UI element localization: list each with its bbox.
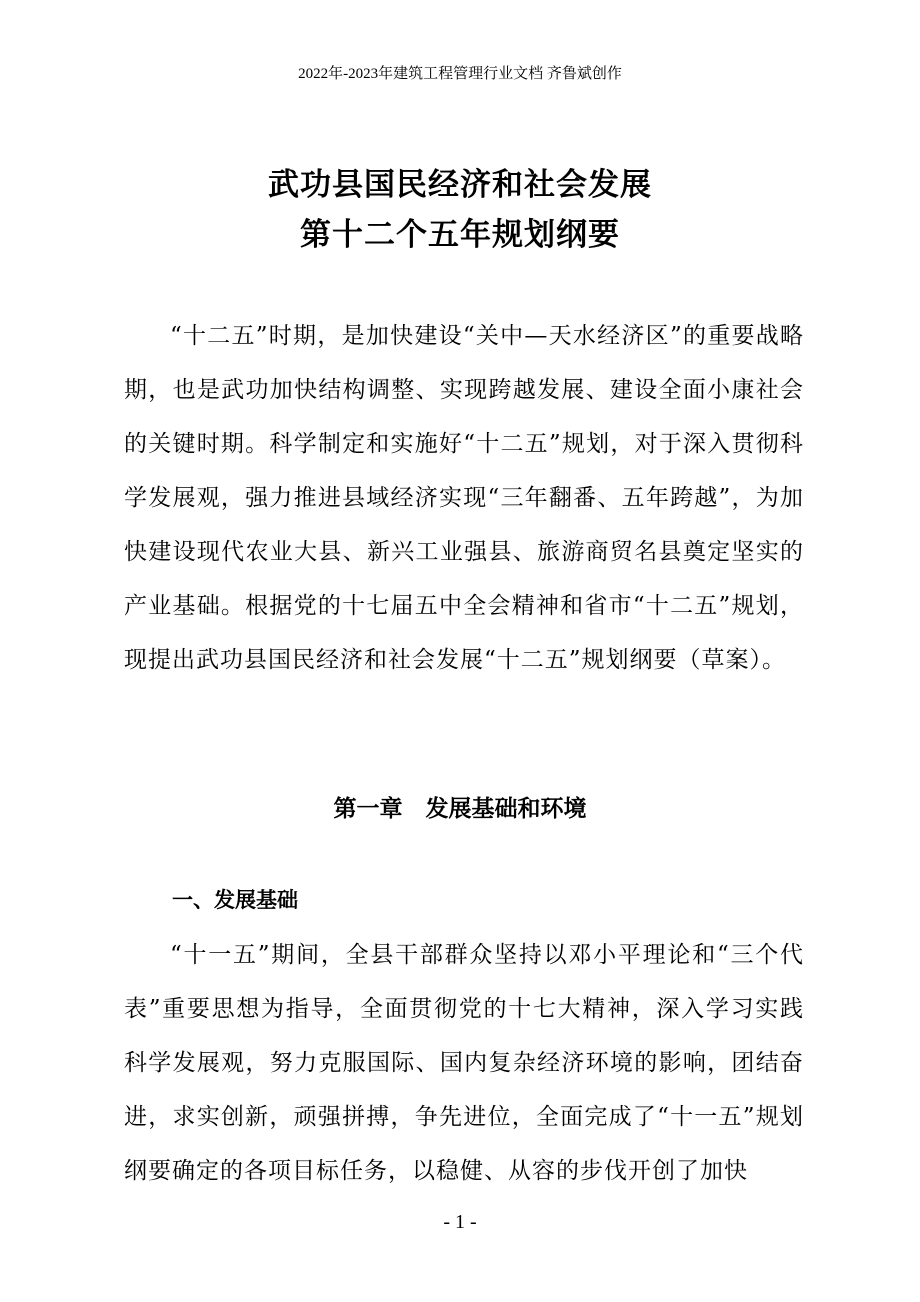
page-header: 2022年-2023年建筑工程管理行业文档 齐鲁斌创作	[298, 66, 622, 82]
intro-paragraph: “十二五”时期，是加快建设“关中—天水经济区”的重要战略期，也是武功加快结构调整、实现跨越发展、建设全面小康社会的关键时期。科学制定和实施好“十二五”规划，对于深入贯彻科学发展观，强力推进县域经济实现“三年翻番、五年跨越”，为加快建设现代农业大县、新兴工业强县、旅游商贸名县奠定坚实的产业基础。根据党的十七届五中全会精神和省市“十二五”规划，现提出武功县国民经济和社会发展“十二五”规划纲要（草案）。	[124, 323, 804, 673]
section-paragraph: “十一五”期间，全县干部群众坚持以邓小平理论和“三个代表”重要思想为指导，全面贯彻党的十七大精神，深入学习实践科学发展观，努力克服国际、国内复杂经济环境的影响，团结奋进，求实创新，顽强拼搏，争先进位，全面完成了“十一五”规划纲要确定的各项目标任务，以稳健、从容的步伐开创了加快	[124, 942, 804, 1184]
section-heading: 一、发展基础	[172, 888, 298, 912]
document-title-line-1: 武功县国民经济和社会发展	[268, 167, 652, 203]
chapter-heading: 第一章 发展基础和环境	[333, 796, 587, 822]
document-title-line-2: 第十二个五年规划纲要	[300, 217, 620, 253]
page-number: - 1 -	[443, 1211, 477, 1233]
